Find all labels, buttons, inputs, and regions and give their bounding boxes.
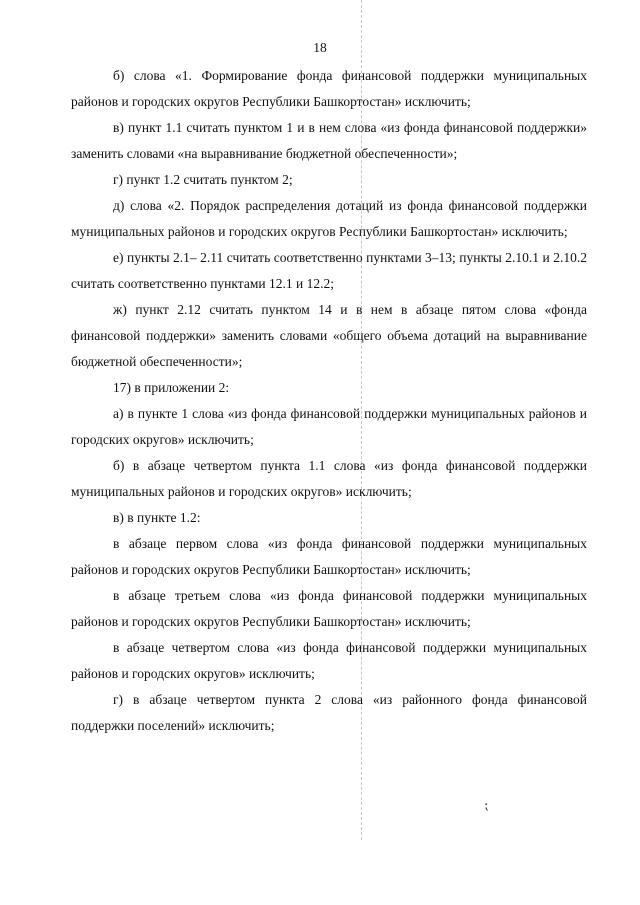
paragraph-b-formation: б) слова «1. Формирование фонда финансовой поддержки муниципальных районов и городских округов Республики Башкортостан» исключить; [71, 68, 587, 109]
paragraph-zh-point-2-12: ж) пункт 2.12 считать пунктом 14 и в нем в абзаце пятом слова «фонда финансовой поддержки» заменить словами «общего объема дотаций на выравнивание бюджетной обеспеченности»; [71, 302, 587, 369]
paragraph-g-point-2: г) в абзаце четвертом пункта 2 слова «из районного фонда финансовой поддержки поселений» исключить; [71, 692, 587, 733]
paragraph-fourth-clause: в абзаце четвертом слова «из фонда финансовой поддержки муниципальных районов и городских округов» исключить; [71, 640, 587, 681]
document-body [71, 63, 587, 739]
page-number: 18 [313, 40, 327, 55]
paragraph-b-point-1-1: б) в абзаце четвертом пункта 1.1 слова «из фонда финансовой поддержки муниципальных районов и городских округов» исключить; [71, 458, 587, 499]
paragraph-first-clause: в абзаце первом слова «из фонда финансовой поддержки муниципальных районов и городских округов Республики Башкортостан» исключить; [71, 536, 587, 577]
paragraph-a-point-1: а) в пункте 1 слова «из фонда финансовой поддержки муниципальных районов и городских округов» исключить; [71, 406, 587, 447]
scan-speck: ⁏ [484, 797, 489, 812]
paragraph-third-clause: в абзаце третьем слова «из фонда финансовой поддержки муниципальных районов и городских округов Республики Башкортостан» исключить; [71, 588, 587, 629]
paragraph-v-point-1-1: в) пункт 1.1 считать пунктом 1 и в нем слова «из фонда финансовой поддержки» заменить словами «на выравнивание бюджетной обеспеченности»; [71, 120, 587, 161]
paragraph-g-point-1-2: г) пункт 1.2 считать пунктом 2; [113, 172, 293, 187]
paragraph-v-point-1-2: в) в пункте 1.2: [113, 510, 201, 525]
paragraph-d-distribution: д) слова «2. Порядок распределения дотаций из фонда финансовой поддержки муниципальных районов и городских округов Республики Башкортостан» исключить; [71, 198, 587, 239]
paragraph-17-appendix-2: 17) в приложении 2: [113, 380, 230, 395]
paragraph-e-renumber: е) пункты 2.1– 2.11 считать соответственно пунктами 3–13; пункты 2.10.1 и 2.10.2 считать соответственно пунктами 12.1 и 12.2; [71, 250, 587, 291]
